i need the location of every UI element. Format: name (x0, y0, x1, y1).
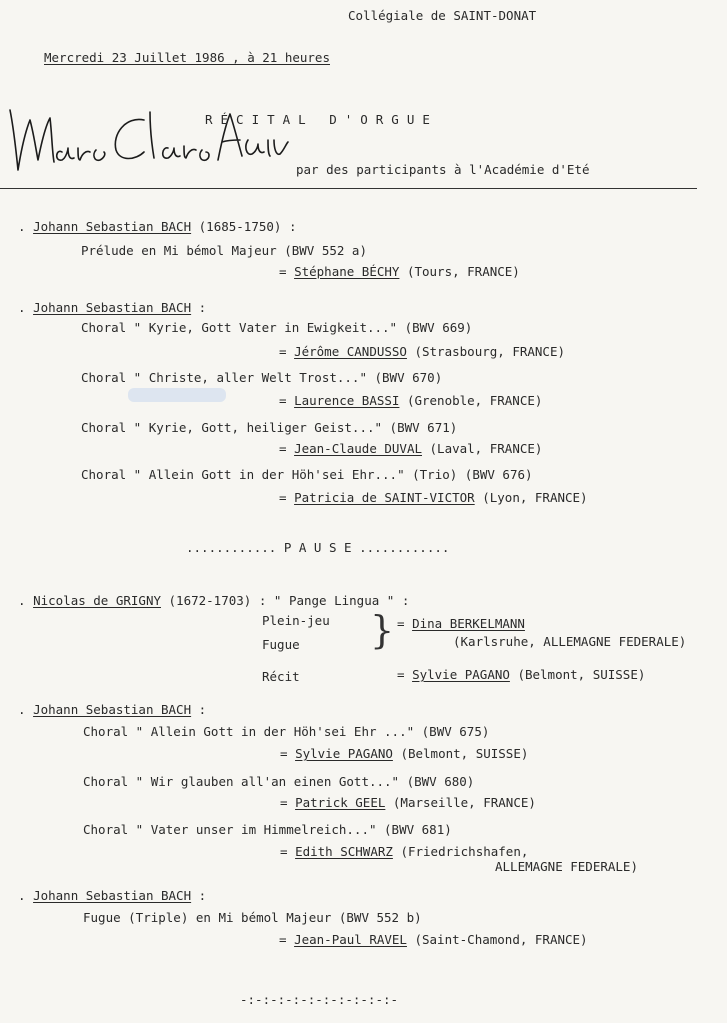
piece-title: Choral " Kyrie, Gott, heiliger Geist..." (BWV 671) (81, 420, 458, 435)
composer-dates: (1685-1750) : (198, 219, 297, 234)
performer-place: (Friedrichshafen, (400, 844, 529, 859)
performer: = Stéphane BÉCHY (Tours, FRANCE) (279, 264, 520, 279)
section-2-heading: . Johann Sebastian BACH : (18, 300, 207, 315)
performer-place: (Tours, FRANCE) (406, 264, 520, 279)
performer-place: (Belmont, SUISSE) (400, 746, 529, 761)
performer-name: Jérôme CANDUSSO (294, 344, 407, 359)
section-3-heading: . Nicolas de GRIGNY (1672-1703) : " Pange Lingua " : (18, 593, 410, 608)
piece-title: Choral " Allein Gott in der Höh'sei Ehr..." (Trio) (BWV 676) (81, 467, 533, 482)
performer-place-continued: ALLEMAGNE FEDERALE) (495, 859, 638, 874)
performer-name: Laurence BASSI (294, 393, 400, 408)
recital-subtitle: par des participants à l'Académie d'Eté (296, 162, 590, 177)
performer: = Jean-Claude DUVAL (Laval, FRANCE) (279, 441, 543, 456)
performer-name: Sylvie PAGANO (295, 746, 393, 761)
piece-part: Récit (262, 669, 300, 684)
composer: Nicolas de GRIGNY (33, 593, 161, 608)
piece-title: Choral " Allein Gott in der Höh'sei Ehr ..." (BWV 675) (83, 724, 490, 739)
performer: = Jérôme CANDUSSO (Strasbourg, FRANCE) (279, 344, 565, 359)
piece-title: Choral " Wir glauben all'an einen Gott..." (BWV 680) (83, 774, 475, 789)
performer-place: (Lyon, FRANCE) (482, 490, 588, 505)
performer: = Sylvie PAGANO (Belmont, SUISSE) (397, 667, 646, 682)
composer-suffix: : (198, 888, 207, 903)
performer-place: (Marseille, FRANCE) (392, 795, 536, 810)
performer-name: Jean-Claude DUVAL (294, 441, 422, 456)
composer-suffix: : (198, 702, 207, 717)
performer: = Dina BERKELMANN (397, 616, 525, 631)
performer: = Patricia de SAINT-VICTOR (Lyon, FRANCE) (279, 490, 588, 505)
performer-place: (Belmont, SUISSE) (517, 667, 646, 682)
handwritten-signature (4, 90, 294, 180)
performer-name: Stéphane BÉCHY (294, 264, 400, 279)
pause-divider: ............ P A U S E ............ (186, 540, 450, 555)
piece-title: Choral " Kyrie, Gott Vater in Ewigkeit..." (BWV 669) (81, 320, 473, 335)
performer-name: Dina BERKELMANN (412, 616, 525, 631)
section-5-heading: . Johann Sebastian BACH : (18, 888, 207, 903)
composer-suffix: : (198, 300, 207, 315)
concert-date: Mercredi 23 Juillet 1986 , à 21 heures (44, 50, 330, 65)
performer: = Sylvie PAGANO (Belmont, SUISSE) (280, 746, 529, 761)
footer-divider: -:-:-:-:-:-:-:-:-:-:- (240, 992, 399, 1007)
composer: Johann Sebastian BACH (33, 888, 192, 903)
composer-dates: (1672-1703) : " Pange Lingua " : (168, 593, 410, 608)
performer-name: Jean-Paul RAVEL (294, 932, 407, 947)
piece-part: Plein-jeu (262, 613, 330, 628)
performer-place: (Grenoble, FRANCE) (406, 393, 543, 408)
section-4-heading: . Johann Sebastian BACH : (18, 702, 207, 717)
performer: = Jean-Paul RAVEL (Saint-Chamond, FRANCE) (279, 932, 588, 947)
brace: } (370, 608, 395, 652)
piece-title: Choral " Christe, aller Welt Trost..." (BWV 670) (81, 370, 443, 385)
performer-place: (Saint-Chamond, FRANCE) (414, 932, 588, 947)
performer: = Edith SCHWARZ (Friedrichshafen, (280, 844, 529, 859)
performer-name: Patrick GEEL (295, 795, 386, 810)
performer-name: Sylvie PAGANO (412, 667, 510, 682)
piece-title: Prélude en Mi bémol Majeur (BWV 552 a) (81, 243, 367, 258)
performer: = Laurence BASSI (Grenoble, FRANCE) (279, 393, 543, 408)
venue: Collégiale de SAINT-DONAT (348, 8, 537, 23)
composer: Johann Sebastian BACH (33, 300, 192, 315)
recital-title: RÉCITAL D'ORGUE (205, 112, 438, 127)
header-rule (0, 188, 697, 189)
performer-name: Patricia de SAINT-VICTOR (294, 490, 475, 505)
piece-title: Fugue (Triple) en Mi bémol Majeur (BWV 552 b) (83, 910, 422, 925)
ink-smudge (128, 388, 226, 402)
composer: Johann Sebastian BACH (33, 702, 192, 717)
piece-title: Choral " Vater unser im Himmelreich..." (BWV 681) (83, 822, 452, 837)
performer-place: (Strasbourg, FRANCE) (414, 344, 565, 359)
composer: Johann Sebastian BACH (33, 219, 192, 234)
performer-name: Edith SCHWARZ (295, 844, 393, 859)
performer-place: (Laval, FRANCE) (429, 441, 543, 456)
section-1-heading: . Johann Sebastian BACH (1685-1750) : (18, 219, 297, 234)
piece-part: Fugue (262, 637, 300, 652)
performer: = Patrick GEEL (Marseille, FRANCE) (280, 795, 536, 810)
performer-place: (Karlsruhe, ALLEMAGNE FEDERALE) (453, 634, 687, 649)
